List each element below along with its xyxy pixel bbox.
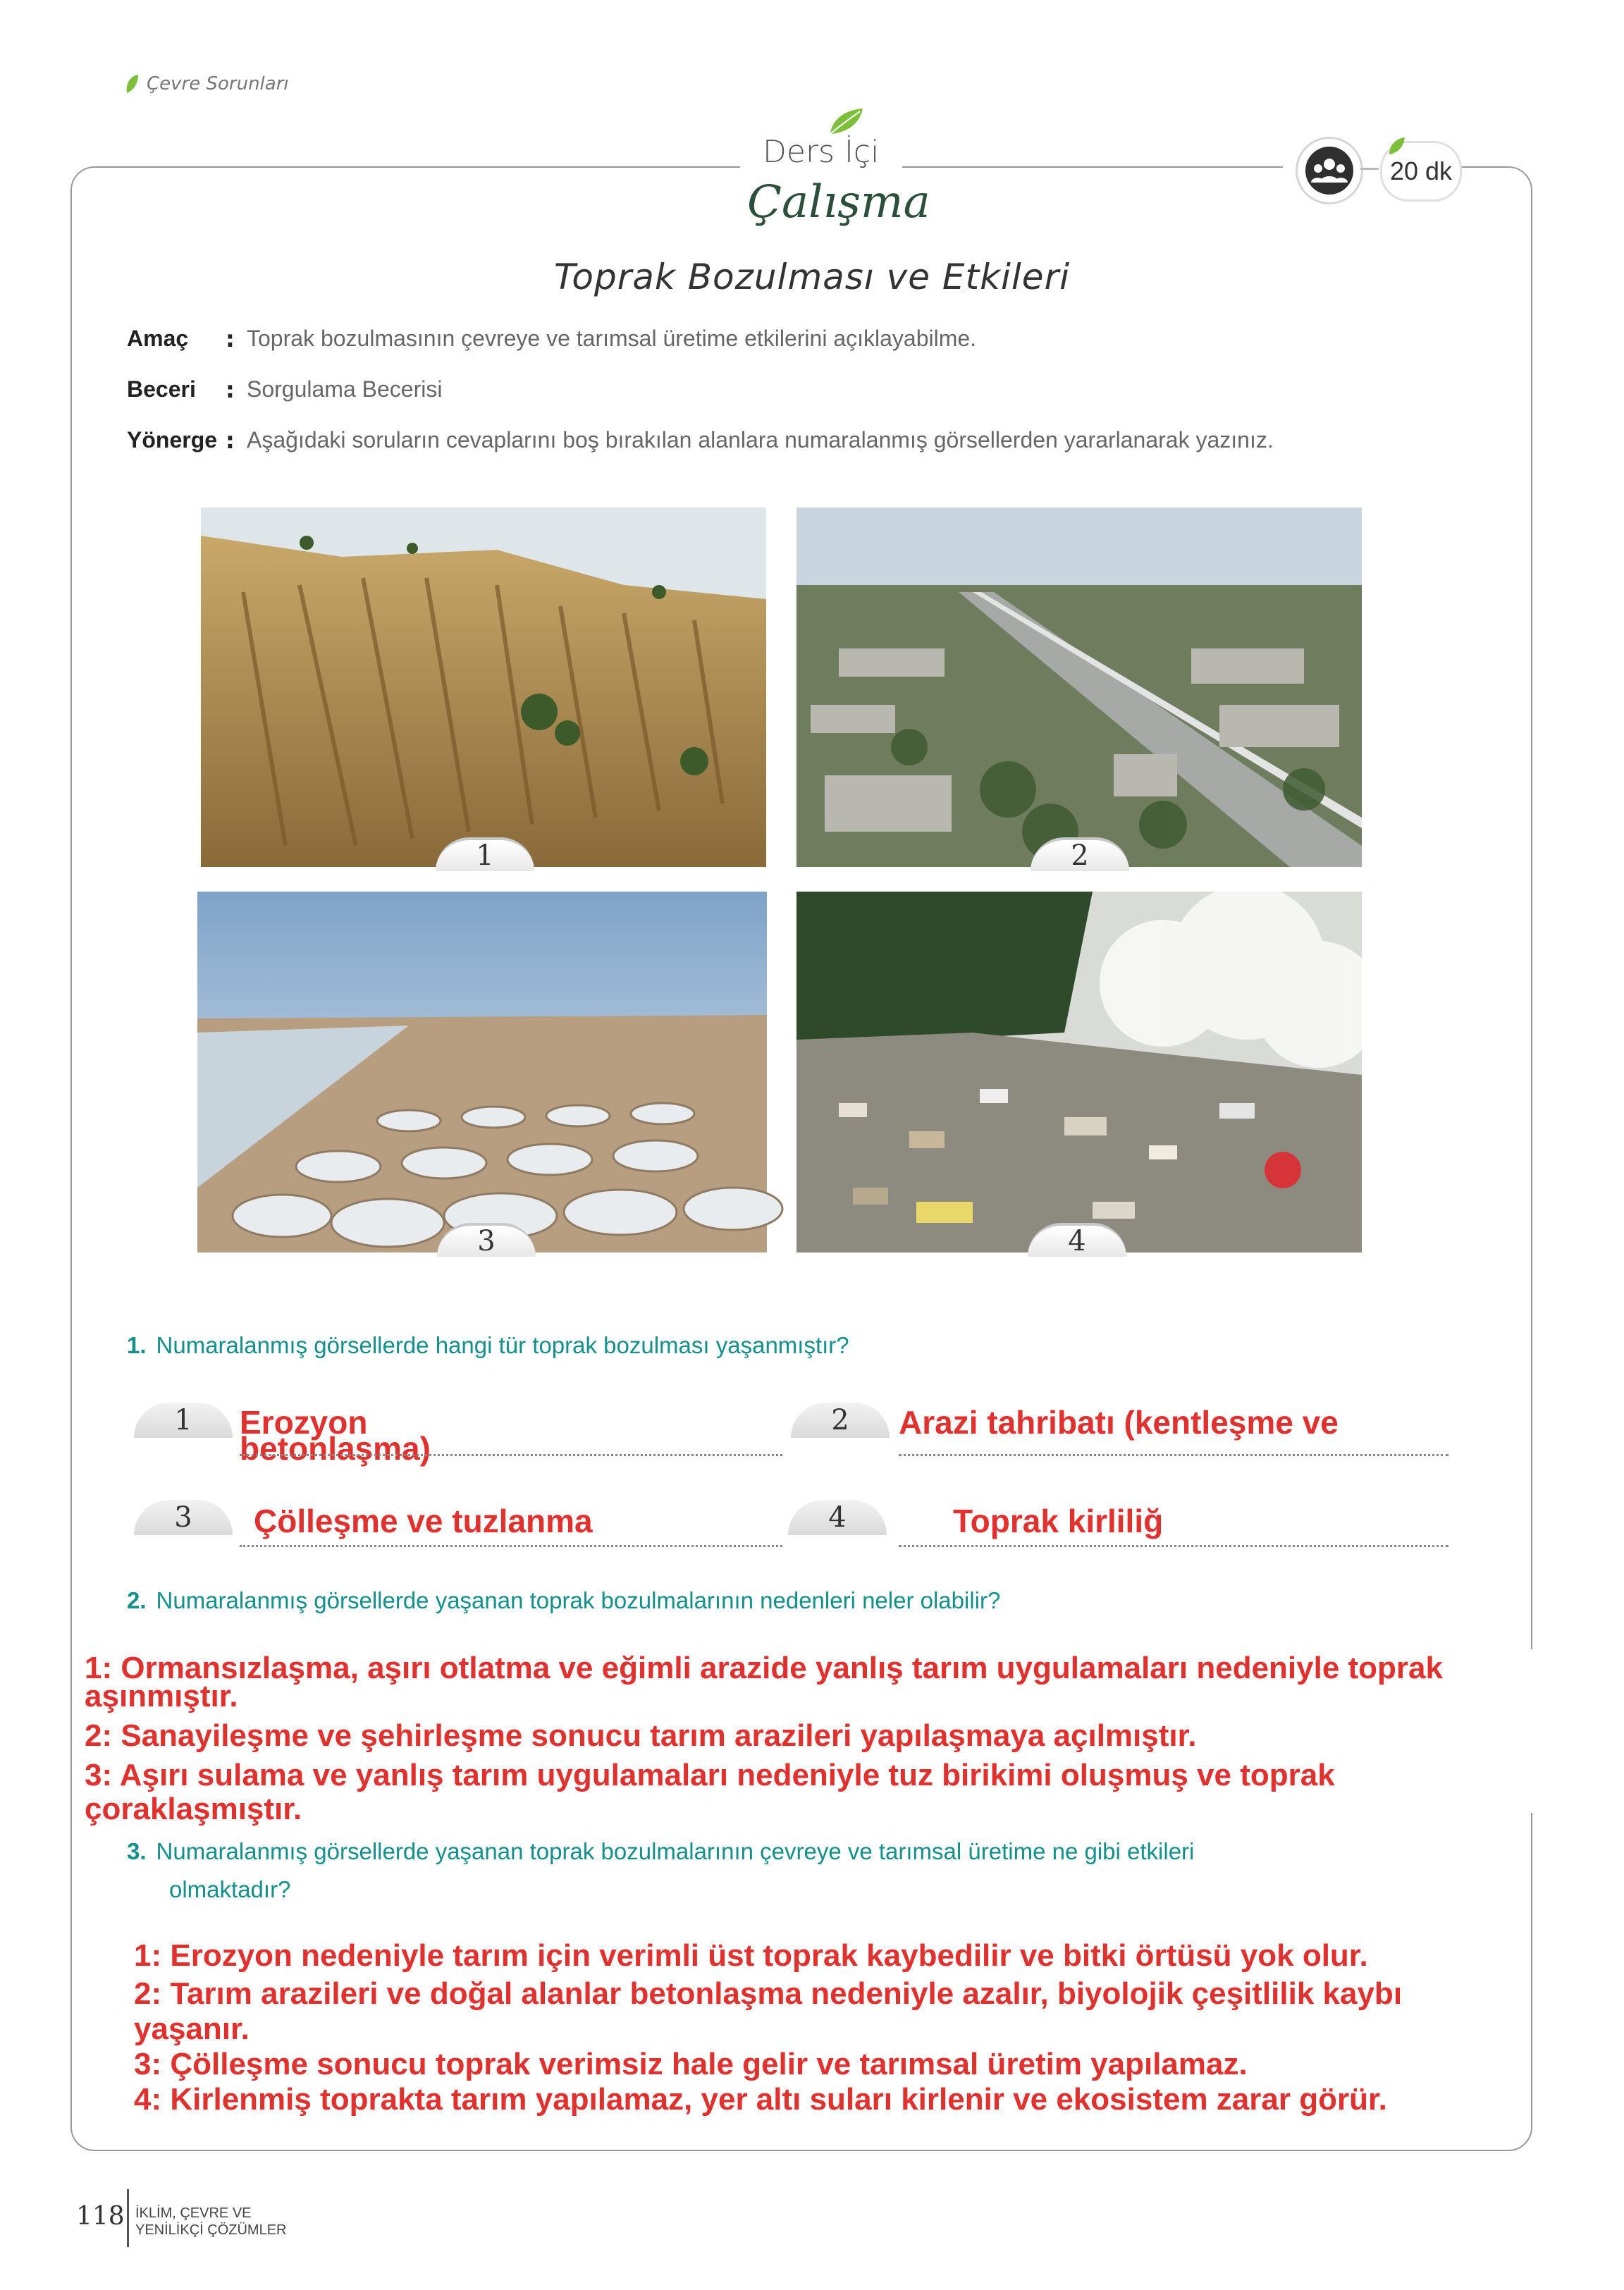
duration-badge [1380, 141, 1462, 202]
answer-line [240, 1454, 782, 1456]
answer-number-badge: 3 [134, 1500, 233, 1535]
photo-erosion [201, 507, 766, 867]
answer-line-text: 3: Aşırı sulama ve yanlış tarım uygulamaları nedeniyle tuz birikimi oluşmuş ve toprak [85, 1758, 1335, 1792]
answer-line-text: çoraklaşmıştır. [85, 1792, 302, 1826]
leaf-icon [1386, 136, 1408, 157]
answer-2-text[interactable]: Arazi tahribatı (kentleşme ve [899, 1404, 1339, 1441]
meta-value: Toprak bozulmasının çevreye ve tarımsal üretime etkilerini açıklayabilme. [247, 326, 977, 351]
leaf-icon [825, 106, 867, 137]
ders-ici-calisma-logo [747, 106, 930, 247]
meta-value: Aşağıdaki soruların cevaplarını boş bırakılan alanlara numaralanmış görsellerden yararlanarak yazınız. [247, 427, 1274, 453]
answer-box-q3[interactable] [134, 1937, 1515, 2117]
answer-line-text: 2: Sanayileşme ve şehirleşme sonucu tarım arazileri yapılaşmaya açılmıştır. [85, 1718, 1197, 1753]
answer-line-text: yaşanır. [134, 2012, 250, 2046]
answer-1-text[interactable]: Erozyon [240, 1404, 368, 1441]
meta-row-amac: Amaç : Toprak bozulmasının çevreye ve tarımsal üretime etkilerini açıklayabilme. [127, 326, 977, 352]
chapter-label [124, 73, 289, 94]
book-title [135, 2205, 286, 2239]
book-title-line: YENİLİKÇİ ÇÖZÜMLER [135, 2222, 287, 2238]
duration-text: 20 dk [1389, 156, 1453, 185]
photo-number-badge: 1 [436, 837, 534, 871]
group-icon [1298, 139, 1361, 202]
question-3 [127, 1833, 1194, 1909]
question-text-continued: olmaktadır? [169, 1876, 291, 1902]
question-text: Numaralanmış görsellerde yaşanan toprak bozulmalarının nedenleri neler olabilir? [156, 1587, 1001, 1613]
question-number: 1. [127, 1332, 147, 1358]
photo-number-badge: 3 [437, 1223, 536, 1257]
answer-line-text: 3: Çölleşme sonucu toprak verimsiz hale gelir ve tarımsal üretim yapılamaz. [134, 2047, 1248, 2081]
group-work-badge [1296, 137, 1363, 204]
answer-1-overflow-text: betonlaşma) [240, 1430, 431, 1467]
question-number: 3. [127, 1838, 147, 1864]
meta-key: Amaç [127, 326, 189, 351]
answer-line-text: 1: Erozyon nedeniyle tarım için verimli üst toprak kaybedilir ve bitki örtüsü yok olur. [134, 1938, 1368, 1973]
question-text: Numaralanmış görsellerde hangi tür toprak bozulması yaşanmıştır? [156, 1332, 849, 1358]
question-1 [127, 1326, 849, 1365]
question-number: 2. [127, 1587, 147, 1613]
answer-number-badge: 4 [788, 1500, 887, 1535]
meta-value: Sorgulama Becerisi [247, 376, 443, 402]
chapter-title: Çevre Sorunları [147, 73, 289, 94]
answer-4-text[interactable]: Toprak kirliliğ [953, 1503, 1164, 1539]
answer-line-text: 2: Tarım arazileri ve doğal alanlar betonlaşma nedeniyle azalır, biyolojik çeşitlilik kaybı [134, 1976, 1403, 2011]
answer-number-badge: 1 [134, 1403, 233, 1438]
meta-row-yonerge: Yönerge : Aşağıdaki soruların cevaplarını boş bırakılan alanlara numaralanmış görsellerden yararlanarak yazınız. [127, 427, 1274, 454]
answer-line-text: 4: Kirlenmiş toprakta tarım yapılamaz, yer altı suları kirlenir ve ekosistem zarar görür. [134, 2082, 1387, 2117]
page-title: Toprak Bozulması ve Etkileri [553, 257, 1071, 297]
answer-line [899, 1545, 1448, 1547]
answer-3-text[interactable]: Çölleşme ve tuzlanma [254, 1503, 593, 1539]
answer-line [240, 1545, 782, 1547]
photo-salinization [197, 892, 767, 1252]
meta-key: Yönerge [127, 427, 218, 453]
answer-line [899, 1454, 1448, 1456]
answer-line-text: aşınmıştır. [85, 1679, 238, 1713]
photo-number-badge: 4 [1028, 1223, 1126, 1257]
page-number: 118 [76, 2202, 125, 2231]
photo-number-badge: 2 [1031, 837, 1129, 871]
answer-line-text: 1: Ormansızlaşma, aşırı otlatma ve eğimli arazide yanlış tarım uygulamaları nedeniyle toprak [85, 1651, 1443, 1685]
question-2 [127, 1582, 1000, 1620]
question-text: Numaralanmış görsellerde yaşanan toprak bozulmalarının çevreye ve tarımsal üretime ne gibi etkileri [156, 1838, 1195, 1864]
photo-soil-pollution [796, 892, 1362, 1252]
answer-number-badge: 2 [791, 1403, 890, 1438]
meta-row-beceri: Beceri : Sorgulama Becerisi [127, 376, 443, 403]
logo-bottom-text: Çalışma [747, 176, 930, 228]
answer-box-q2[interactable] [85, 1649, 1586, 1826]
meta-key: Beceri [127, 376, 196, 402]
logo-top-text: Ders İçi [763, 134, 880, 170]
photo-urbanization [796, 507, 1362, 867]
book-title-line: İKLİM, ÇEVRE VE [135, 2205, 252, 2221]
leaf-icon [124, 73, 140, 94]
